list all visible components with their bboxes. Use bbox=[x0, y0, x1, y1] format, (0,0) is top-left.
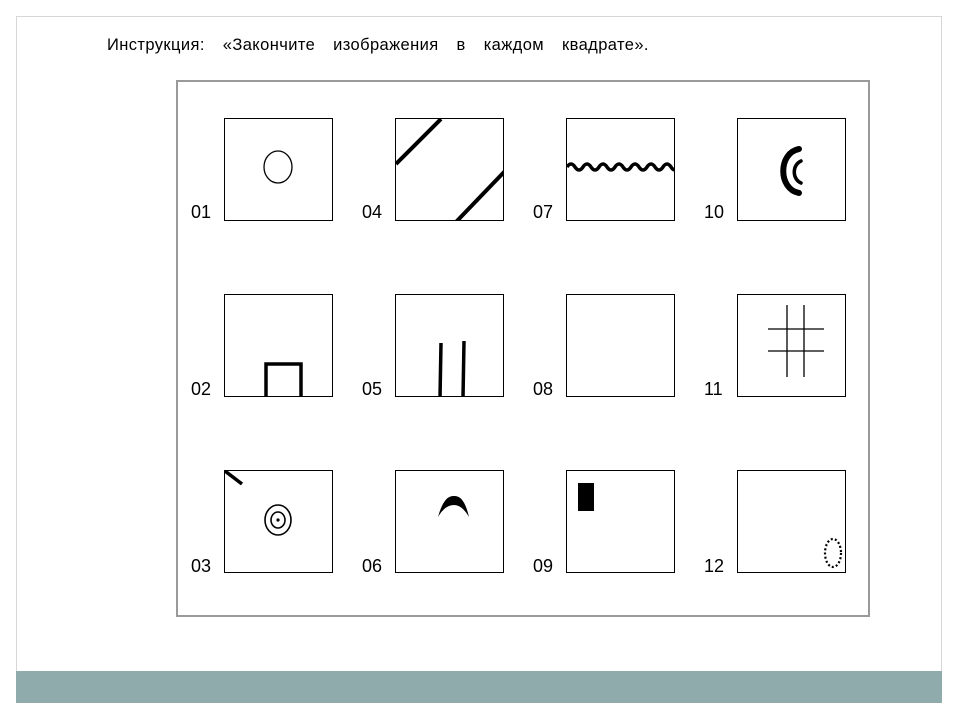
cell-11[interactable] bbox=[737, 294, 846, 397]
grid-icon bbox=[738, 295, 846, 397]
dotted-oval-icon bbox=[738, 471, 846, 573]
footer-bar bbox=[16, 671, 942, 703]
cell-number-11: 11 bbox=[704, 379, 723, 399]
cell-10[interactable] bbox=[737, 118, 846, 221]
cell-number-09: 09 bbox=[533, 556, 554, 576]
cell-12[interactable] bbox=[737, 470, 846, 573]
open-rectangle-icon bbox=[225, 295, 333, 397]
cell-number-12: 12 bbox=[704, 556, 725, 576]
cell-02[interactable] bbox=[224, 294, 333, 397]
cell-number-06: 06 bbox=[362, 556, 383, 576]
instruction-text: Инструкция: «Закончите изображения в каждом квадрате». bbox=[107, 36, 649, 54]
cell-03[interactable] bbox=[224, 470, 333, 573]
cell-number-05: 05 bbox=[362, 379, 383, 399]
black-rectangle-icon bbox=[567, 471, 675, 573]
target-icon bbox=[225, 471, 333, 573]
cell-05[interactable] bbox=[395, 294, 504, 397]
cell-09[interactable] bbox=[566, 470, 675, 573]
cell-07[interactable] bbox=[566, 118, 675, 221]
vertical-bars-icon bbox=[396, 295, 504, 397]
cell-number-02: 02 bbox=[191, 379, 212, 399]
crescent-icon bbox=[738, 119, 846, 221]
cell-number-03: 03 bbox=[191, 556, 212, 576]
cell-number-01: 01 bbox=[191, 202, 212, 222]
arch-icon bbox=[396, 471, 504, 573]
wavy-line-icon bbox=[567, 119, 675, 221]
diagonal-lines-icon bbox=[396, 119, 504, 221]
circle-icon bbox=[225, 119, 333, 221]
cell-number-10: 10 bbox=[704, 202, 725, 222]
cell-08[interactable] bbox=[566, 294, 675, 397]
cell-number-07: 07 bbox=[533, 202, 554, 222]
cell-number-08: 08 bbox=[533, 379, 554, 399]
cell-04[interactable] bbox=[395, 118, 504, 221]
cell-number-04: 04 bbox=[362, 202, 383, 222]
cell-06[interactable] bbox=[395, 470, 504, 573]
cell-01[interactable] bbox=[224, 118, 333, 221]
